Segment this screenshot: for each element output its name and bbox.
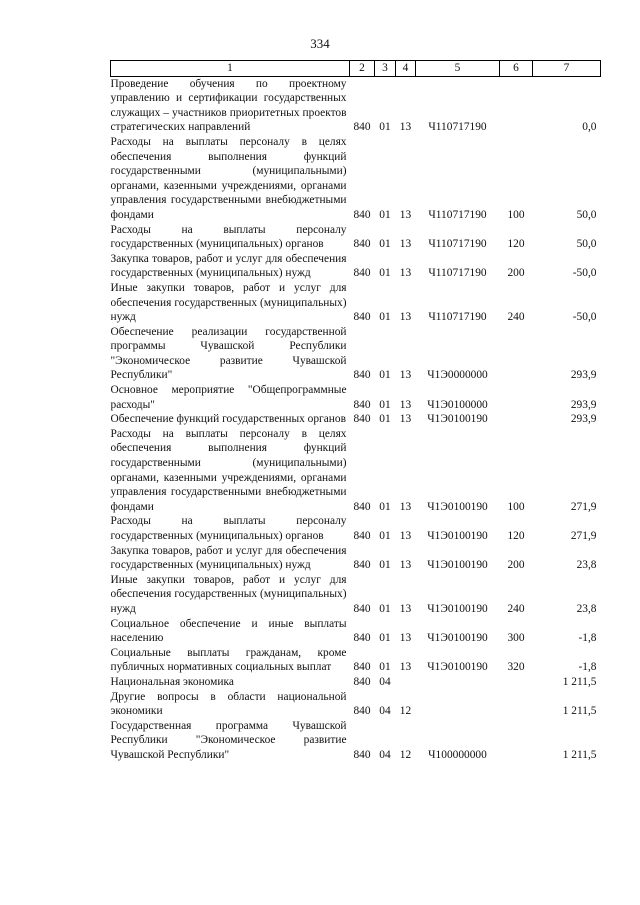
table-row: [111, 281, 601, 325]
table-row: [111, 690, 601, 719]
amount-cell: -50,0: [572, 267, 597, 280]
subsection-code-cell: [396, 675, 416, 690]
row-name-cell: Расходы на выплаты персоналу государственных (муниципальных) органов: [110, 223, 347, 251]
column-header: 4: [396, 61, 416, 77]
table-row: [111, 76, 601, 135]
expense-type-cell: 200: [507, 267, 525, 280]
admin-code-cell: 840: [353, 675, 371, 688]
table-row: [111, 719, 601, 763]
subsection-code-cell: 13: [399, 208, 412, 221]
column-header: 7: [533, 61, 601, 77]
target-article-cell: Ч110717190: [428, 267, 487, 280]
table-row: [111, 427, 601, 515]
expense-type-cell: 300: [507, 632, 525, 645]
target-article-cell: Ч110717190: [428, 121, 487, 134]
amount-cell: -50,0: [572, 311, 597, 324]
section-code-cell: 04: [379, 675, 391, 688]
amount-cell: 293,9: [570, 413, 597, 426]
subsection-code-cell: 13: [399, 500, 412, 513]
expense-type-cell: [500, 412, 533, 427]
amount-cell: 271,9: [570, 530, 597, 542]
expense-type-cell: 200: [507, 559, 525, 572]
amount-cell: 23,8: [576, 602, 597, 615]
admin-code-cell: 840: [353, 559, 371, 572]
row-name-cell: Расходы на выплаты персоналу государственных (муниципальных) органов: [110, 515, 347, 542]
expense-type-cell: [500, 76, 533, 135]
table-row: [111, 383, 601, 412]
admin-code-cell: 840: [353, 705, 371, 718]
target-article-cell: Ч110717190: [428, 311, 487, 324]
section-code-cell: 01: [379, 559, 391, 572]
expense-type-cell: 320: [507, 661, 525, 674]
table-row: [111, 325, 601, 383]
section-code-cell: 01: [379, 661, 391, 674]
expense-type-cell: 120: [507, 238, 525, 251]
expense-type-cell: [500, 690, 533, 719]
section-code-cell: 01: [379, 208, 391, 221]
amount-cell: 1 211,5: [562, 748, 597, 761]
subsection-code-cell: 12: [399, 748, 412, 761]
expense-type-cell: 240: [507, 602, 525, 615]
section-code-cell: 01: [379, 121, 391, 134]
section-code-cell: 01: [379, 369, 391, 382]
amount-cell: 23,8: [576, 559, 597, 572]
admin-code-cell: 840: [353, 500, 371, 513]
expense-type-cell: 240: [507, 311, 525, 324]
row-name-cell: Другие вопросы в области национальной экономики: [110, 690, 347, 718]
target-article-cell: Ч1Э0000000: [427, 369, 488, 382]
section-code-cell: 01: [379, 267, 391, 280]
row-name-cell: Обеспечение функций государственных органов: [110, 413, 346, 426]
table-row: [111, 223, 601, 252]
admin-code-cell: 840: [353, 661, 371, 674]
section-code-cell: 04: [379, 748, 391, 761]
expense-type-cell: [500, 675, 533, 690]
page-number: 334: [310, 36, 330, 51]
row-name-cell: Проведение обучения по проектному управлению и сертификации государственных служащих – участников приоритетных проектов стратегических направлений: [110, 77, 347, 134]
target-article-cell: Ч1Э0100190: [427, 500, 488, 513]
expense-type-cell: [500, 383, 533, 412]
row-name-cell: Обеспечение реализации государственной программы Чувашской Республики "Экономическое развитие Чувашской Республики": [110, 325, 347, 382]
subsection-code-cell: 13: [399, 121, 412, 134]
amount-cell: 271,9: [570, 500, 597, 513]
subsection-code-cell: 13: [399, 369, 412, 382]
amount-cell: 1 211,5: [562, 705, 597, 718]
admin-code-cell: 840: [353, 121, 371, 134]
target-article-cell: Ч1Э0100190: [427, 413, 488, 426]
row-name-cell: Национальная экономика: [110, 675, 234, 688]
target-article-cell: [416, 675, 500, 690]
section-code-cell: 01: [379, 632, 391, 645]
target-article-cell: Ч1Э0100190: [427, 530, 488, 542]
expense-type-cell: 100: [507, 500, 525, 513]
admin-code-cell: 840: [353, 238, 371, 251]
row-name-cell: Иные закупки товаров, работ и услуг для обеспечения государственных (муниципальных) нужд: [110, 573, 347, 615]
target-article-cell: Ч1Э0100000: [427, 398, 488, 411]
amount-cell: 293,9: [570, 398, 597, 411]
table-row: [111, 135, 601, 223]
subsection-code-cell: 13: [399, 398, 412, 411]
admin-code-cell: 840: [353, 398, 371, 411]
target-article-cell: Ч1Э0100190: [427, 559, 488, 572]
column-header: 5: [416, 61, 500, 77]
table-row: [111, 675, 601, 690]
target-article-cell: Ч1Э0100190: [427, 602, 488, 615]
column-header: 3: [375, 61, 396, 77]
admin-code-cell: 840: [353, 311, 371, 324]
amount-cell: 0,0: [582, 121, 597, 134]
admin-code-cell: 840: [353, 748, 371, 761]
table-row: [111, 646, 601, 675]
amount-cell: 293,9: [570, 369, 597, 382]
admin-code-cell: 840: [353, 530, 371, 542]
amount-cell: -1,8: [578, 632, 597, 645]
section-code-cell: 01: [379, 398, 391, 411]
admin-code-cell: 840: [353, 602, 371, 615]
target-article-cell: Ч110717190: [428, 208, 487, 221]
target-article-cell: Ч100000000: [428, 748, 487, 761]
subsection-code-cell: 13: [399, 311, 412, 324]
table-row: [111, 573, 601, 617]
section-code-cell: 01: [379, 413, 391, 426]
row-name-cell: Расходы на выплаты персоналу в целях обеспечения выполнения функций государственными (муниципальными) органами, казенными учреждениями, органами управления государственными внебюджетными фондами: [110, 135, 347, 221]
row-name-cell: Основное мероприятие "Общепрограммные расходы": [110, 384, 347, 411]
expense-type-cell: 120: [507, 530, 525, 542]
subsection-code-cell: 13: [399, 559, 412, 572]
target-article-cell: Ч1Э0100190: [427, 632, 488, 645]
row-name-cell: Закупка товаров, работ и услуг для обеспечения государственных (муниципальных) нужд: [110, 252, 347, 280]
row-name-cell: Иные закупки товаров, работ и услуг для обеспечения государственных (муниципальных) нужд: [110, 281, 347, 324]
subsection-code-cell: 12: [399, 705, 412, 718]
subsection-code-cell: 13: [399, 413, 412, 426]
row-name-cell: Государственная программа Чувашской Республики "Экономическое развитие Чувашской Республики": [110, 719, 347, 761]
column-header: 2: [350, 61, 375, 77]
table-row: [111, 514, 601, 543]
subsection-code-cell: 13: [399, 661, 412, 674]
subsection-code-cell: 13: [399, 602, 412, 615]
section-code-cell: 04: [379, 705, 391, 718]
row-name-cell: Закупка товаров, работ и услуг для обеспечения государственных (муниципальных) нужд: [110, 544, 347, 572]
target-article-cell: Ч1Э0100190: [427, 661, 488, 674]
amount-cell: 50,0: [576, 208, 597, 221]
column-header: 1: [111, 61, 350, 77]
section-code-cell: 01: [379, 602, 391, 615]
amount-cell: -1,8: [578, 661, 597, 674]
target-article-cell: [416, 690, 500, 719]
subsection-code-cell: 13: [399, 267, 412, 280]
header-row: [111, 61, 601, 77]
subsection-code-cell: 13: [399, 238, 412, 251]
row-name-cell: Расходы на выплаты персоналу в целях обеспечения выполнения функций государственными (муниципальными) органами, казенными учреждениями, органами управления государственными внебюджетными фондами: [110, 427, 347, 513]
subsection-code-cell: 13: [399, 530, 412, 542]
column-header: 6: [500, 61, 533, 77]
subsection-code-cell: 13: [399, 632, 412, 645]
section-code-cell: 01: [379, 238, 391, 251]
row-name-cell: Социальные выплаты гражданам, кроме публичных нормативных социальных выплат: [110, 646, 347, 674]
section-code-cell: 01: [379, 311, 391, 324]
expense-type-cell: [500, 719, 533, 763]
section-code-cell: 01: [379, 500, 391, 513]
budget-table: [110, 60, 601, 763]
expense-type-cell: [500, 325, 533, 383]
table-row: [111, 544, 601, 573]
section-code-cell: 01: [379, 530, 391, 542]
target-article-cell: Ч110717190: [428, 238, 487, 251]
expense-type-cell: 100: [507, 208, 525, 221]
admin-code-cell: 840: [353, 369, 371, 382]
table-row: [111, 252, 601, 281]
amount-cell: 50,0: [576, 238, 597, 251]
admin-code-cell: 840: [353, 632, 371, 645]
table-row: [111, 412, 601, 427]
row-name-cell: Социальное обеспечение и иные выплаты населению: [110, 617, 347, 645]
admin-code-cell: 840: [353, 413, 371, 426]
amount-cell: 1 211,5: [562, 675, 597, 688]
table-row: [111, 617, 601, 646]
admin-code-cell: 840: [353, 267, 371, 280]
admin-code-cell: 840: [353, 208, 371, 221]
